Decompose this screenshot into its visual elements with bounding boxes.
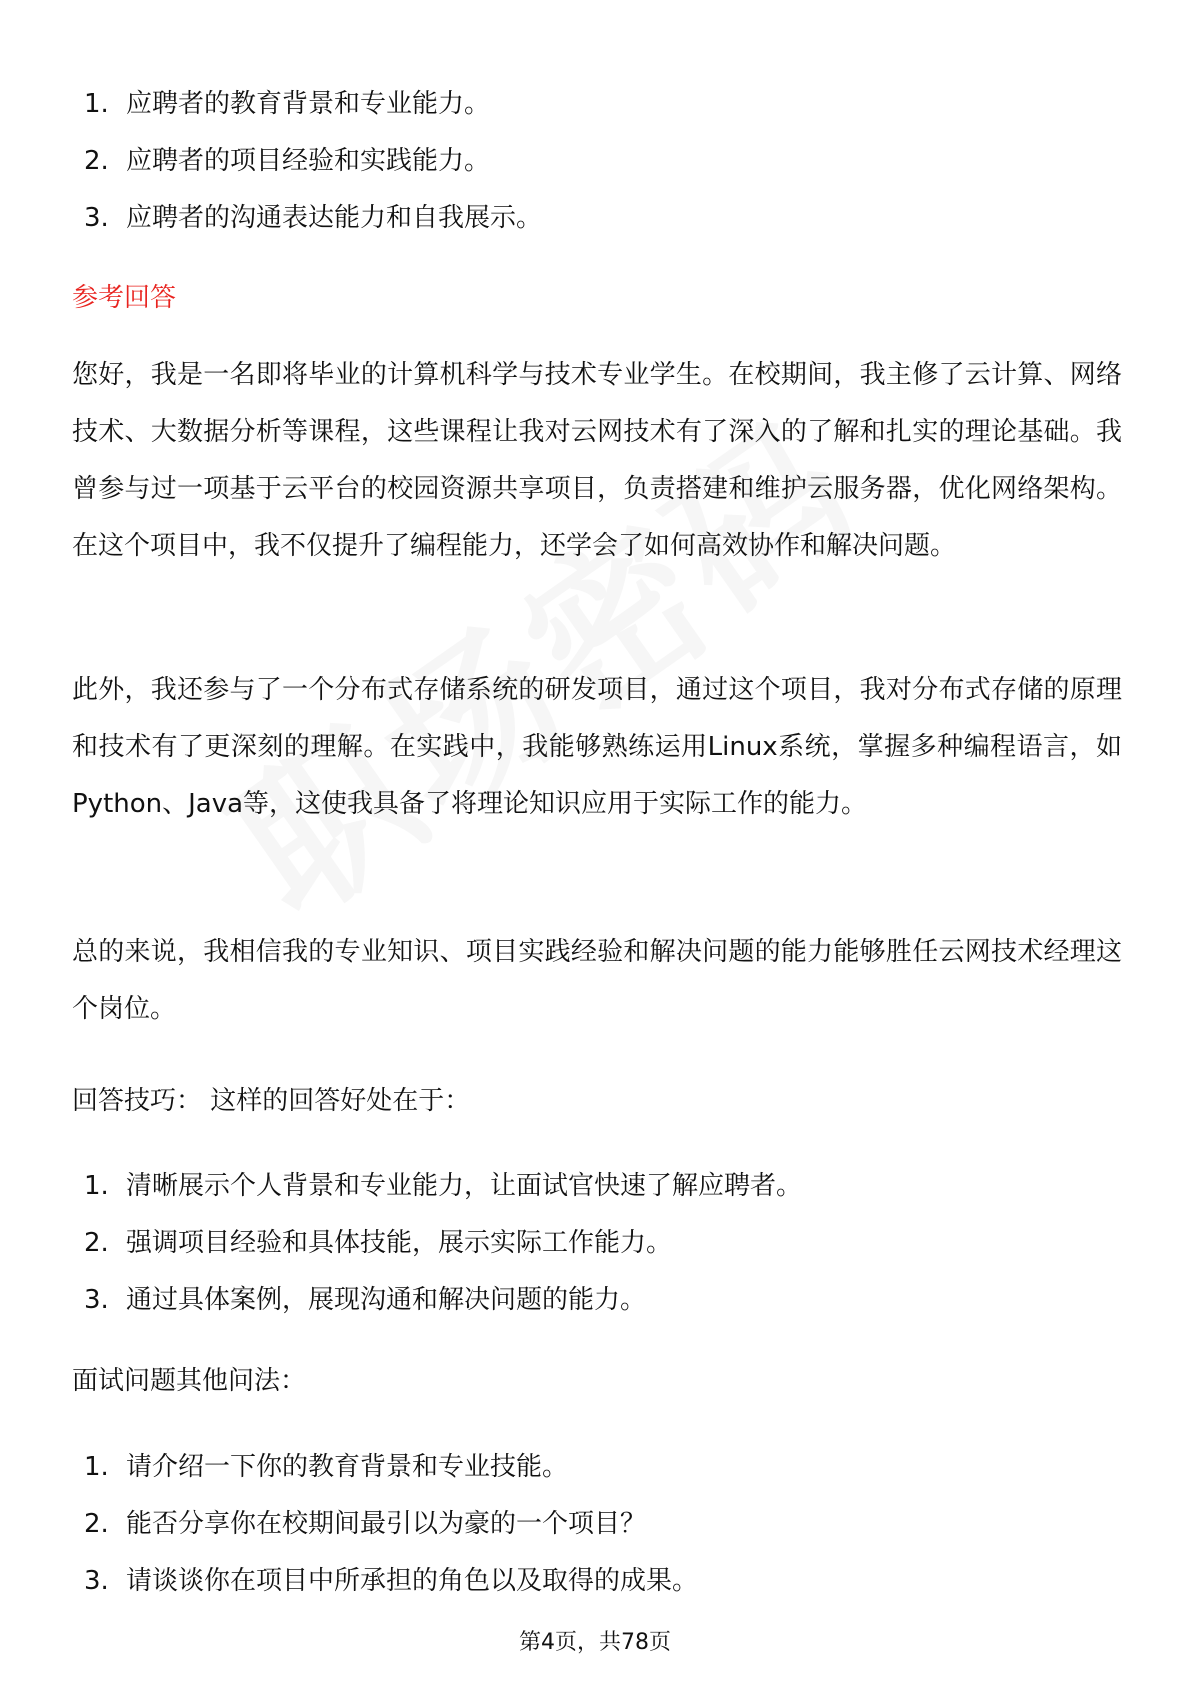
list-number: 1.: [84, 1171, 109, 1201]
list-number: 1.: [84, 89, 109, 119]
list-text: 应聘者的教育背景和专业能力。: [126, 89, 491, 119]
tips-list: [84, 1168, 1104, 1339]
list-text: 请谈谈你在项目中所承担的角色以及取得的成果。: [126, 1566, 699, 1596]
tips-label: 回答技巧： 这样的回答好处在于：: [72, 1086, 471, 1116]
other-questions-label: 面试问题其他问法：: [72, 1366, 307, 1396]
list-text: 应聘者的沟通表达能力和自我展示。: [126, 203, 543, 233]
answer-paragraph-1: 您好，我是一名即将毕业的计算机科学与技术专业学生。在校期间，我主修了云计算、网络技术、大数据分析等课程，这些课程让我对云网技术有了深入的了解和扎实的理论基础。我曾参与过一项基于云平台的校园资源共享项目，负责搭建和维护云服务器，优化网络架构。在这个项目中，我不仅提升了编程能力，还学会了如何高效协作和解决问题。: [72, 360, 1122, 561]
list-number: 3.: [84, 1285, 109, 1315]
list-item: [84, 1282, 1104, 1318]
reference-answer-heading: 参考回答: [72, 283, 177, 313]
list-number: 2.: [84, 1509, 109, 1539]
list-item: [84, 1168, 1104, 1204]
list-item: [84, 86, 1104, 122]
list-number: 3.: [84, 203, 109, 233]
list-text: 应聘者的项目经验和实践能力。: [126, 146, 491, 176]
list-number: 1.: [84, 1452, 109, 1482]
evaluation-points-list: [84, 86, 1104, 257]
list-number: 2.: [84, 146, 109, 176]
list-number: 2.: [84, 1228, 109, 1258]
list-item: [84, 1449, 1104, 1485]
answer-paragraph-3: 总的来说，我相信我的专业知识、项目实践经验和解决问题的能力能够胜任云网技术经理这个岗位。: [72, 937, 1122, 1024]
list-text: 能否分享你在校期间最引以为豪的一个项目？: [126, 1509, 647, 1539]
list-item: [84, 1225, 1104, 1261]
answer-paragraph-2: 此外，我还参与了一个分布式存储系统的研发项目，通过这个项目，我对分布式存储的原理和技术有了更深刻的理解。在实践中，我能够熟练运用Linux系统，掌握多种编程语言，如Python、Java等，这使我具备了将理论知识应用于实际工作的能力。: [72, 675, 1122, 819]
list-item: [84, 143, 1104, 179]
list-number: 3.: [84, 1566, 109, 1596]
other-questions-list: [84, 1449, 1104, 1620]
page-footer: 第4页，共78页: [519, 1630, 671, 1655]
list-item: [84, 1506, 1104, 1542]
list-text: 强调项目经验和具体技能，展示实际工作能力。: [126, 1228, 673, 1258]
list-text: 请介绍一下你的教育背景和专业技能。: [126, 1452, 569, 1482]
list-item: [84, 1563, 1104, 1599]
list-item: [84, 200, 1104, 236]
list-text: 清晰展示个人背景和专业能力，让面试官快速了解应聘者。: [126, 1171, 803, 1201]
list-text: 通过具体案例，展现沟通和解决问题的能力。: [126, 1285, 647, 1315]
